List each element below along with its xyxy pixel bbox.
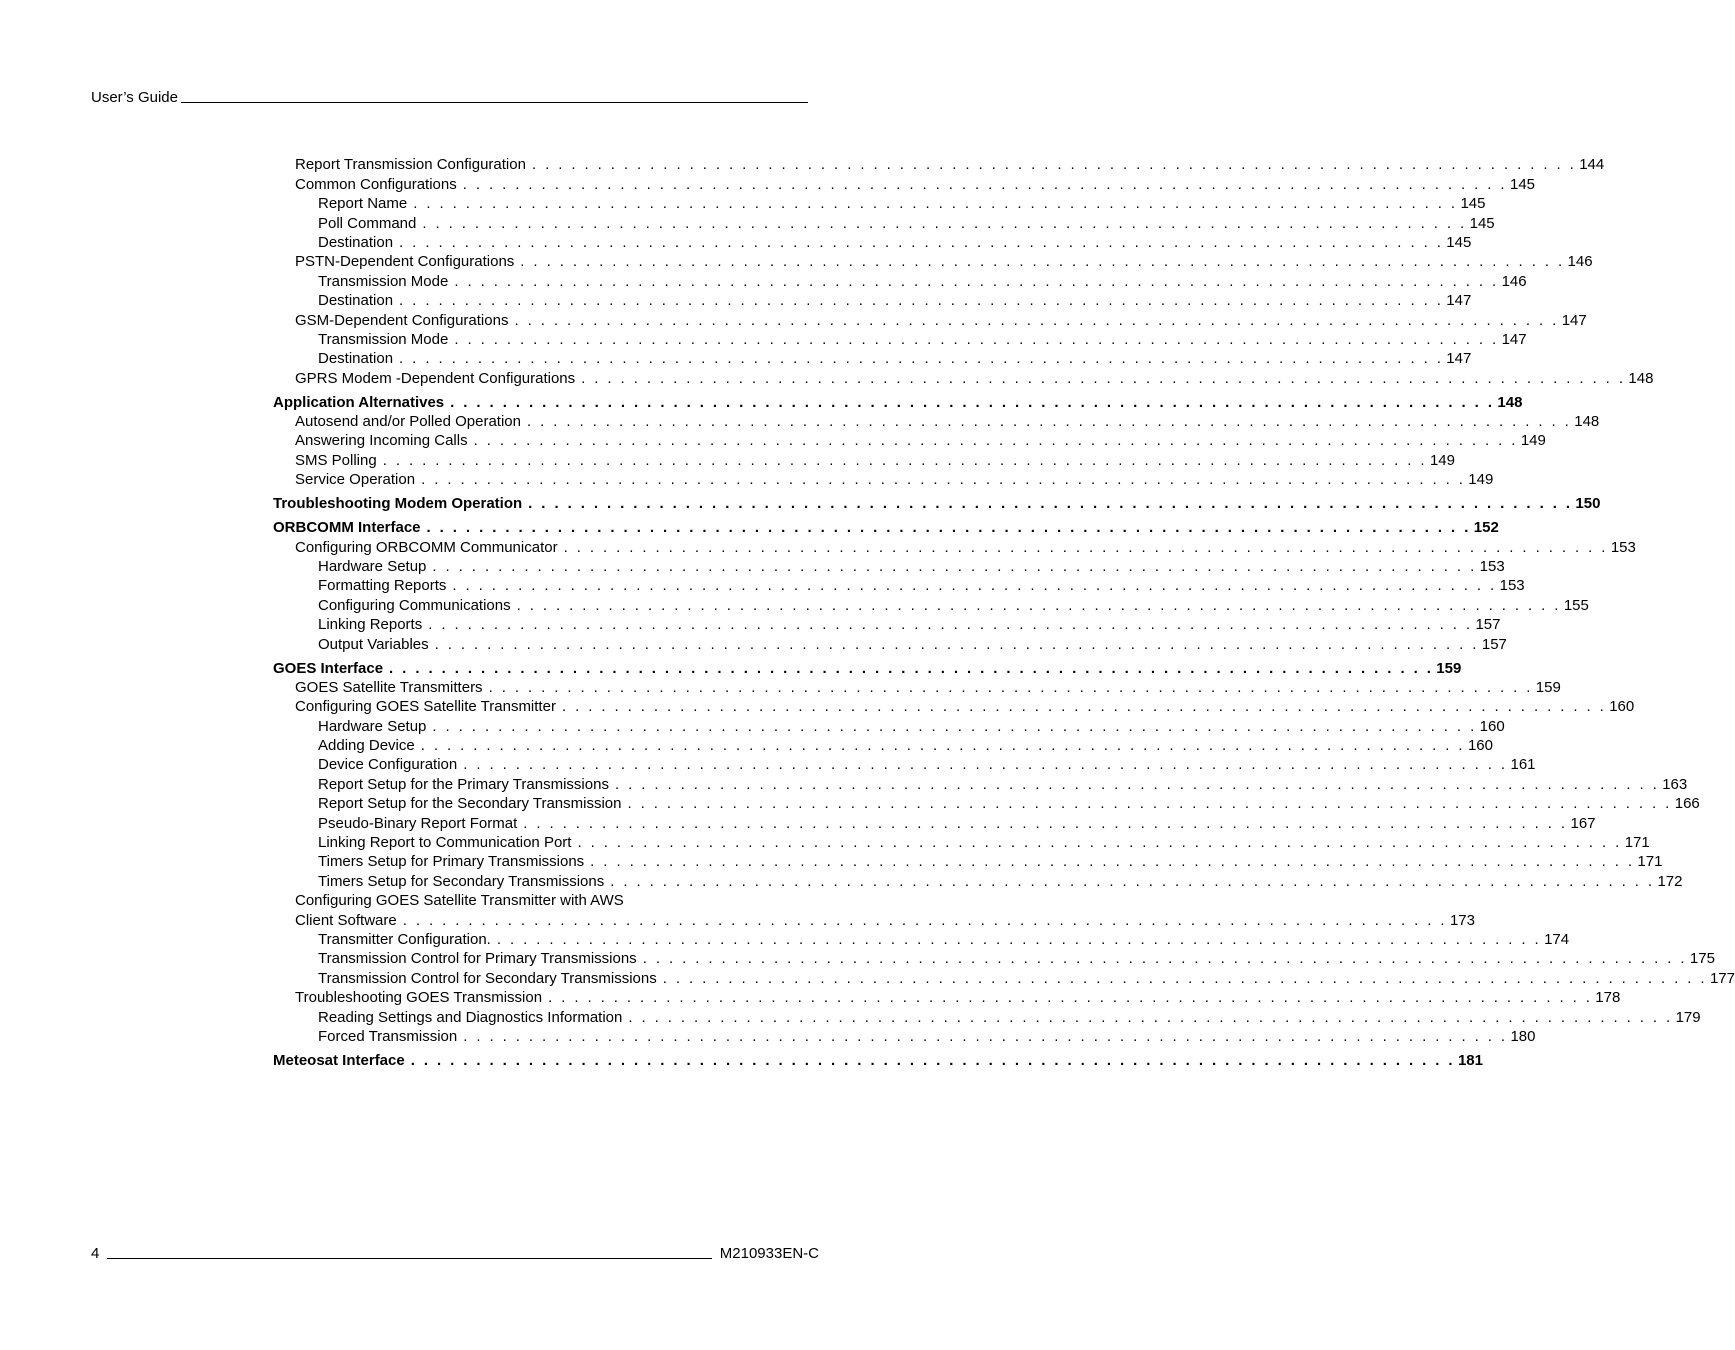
toc-entry-label: Timers Setup for Primary Transmissions — [318, 853, 585, 871]
toc-entry-label: Poll Command — [318, 214, 417, 232]
toc-entry — [273, 1006, 1701, 1026]
toc-entry-page: 161 — [1510, 756, 1536, 774]
toc-entry — [273, 556, 1505, 575]
toc-entry-page: 163 — [1662, 775, 1688, 793]
toc-entry-page: 149 — [1468, 471, 1494, 489]
toc-entry-label: Destination — [318, 233, 394, 251]
toc-leader-dots: . . . . . . . . . . . . . . . . . . . . . . . . . . . . . . . . . . . . . . . . . . . . . . . . . . . . . . . . . . . . . . . . . . . . . . . . . . . . . . . . — [421, 471, 1466, 489]
toc-entry-page: 149 — [1520, 432, 1546, 450]
toc-leader-dots: . . . . . . . . . . . . . . . . . . . . . . . . . . . . . . . . . . . . . . . . . . . . . . . . . . . . . . . . . . . . . . . . . . . . . . . . . . . . . . . . — [628, 1008, 1673, 1026]
toc-entry-page: 153 — [1479, 557, 1505, 575]
toc-entry-page: 157 — [1481, 635, 1507, 653]
toc-entry-page: 147 — [1501, 330, 1527, 348]
toc-entry — [273, 536, 1636, 556]
table-of-contents — [273, 154, 1735, 1069]
toc-entry — [273, 575, 1525, 595]
toc-entry-page: 147 — [1446, 292, 1472, 310]
toc-leader-dots: . . . . . . . . . . . . . . . . . . . . . . . . . . . . . . . . . . . . . . . . . . . . . . . . . . . . . . . . . . . . . . . . . . . . . . . . . . . . . . . . — [662, 969, 1707, 987]
footer-doc-id: M210933EN-C — [719, 1245, 819, 1262]
toc-entry-label: Application Alternatives — [273, 393, 445, 411]
toc-entry — [273, 909, 1475, 929]
toc-leader-dots: . . . . . . . . . . . . . . . . . . . . . . . . . . . . . . . . . . . . . . . . . . . . . . . . . . . . . . . . . . . . . . . . . . . . . . . . . . . . . . . . — [462, 175, 1507, 193]
toc-entry-label: Transmission Mode — [318, 330, 449, 348]
toc-entry-label: Common Configurations — [295, 175, 457, 193]
toc-leader-dots: . . . . . . . . . . . . . . . . . . . . . . . . . . . . . . . . . . . . . . . . . . . . . . . . . . . . . . . . . . . . . . . . . . . . . . . . . . . . . . . . — [563, 538, 1608, 556]
toc-entry-page: 160 — [1609, 698, 1635, 716]
toc-entry — [273, 1050, 1483, 1069]
toc-entry-label: Linking Reports — [318, 616, 423, 634]
page-header — [91, 86, 811, 106]
toc-entry-page: 171 — [1624, 834, 1650, 852]
toc-entry — [273, 430, 1546, 450]
toc-entry — [273, 967, 1735, 987]
toc-leader-dots: . . . . . . . . . . . . . . . . . . . . . . . . . . . . . . . . . . . . . . . . . . . . . . . . . . . . . . . . . . . . . . . . . . . . . . . . . . . . . . . . — [561, 698, 1607, 716]
footer-rule — [107, 1258, 711, 1259]
toc-entry-page: 177 — [1709, 969, 1735, 987]
toc-entry-page: 166 — [1674, 795, 1700, 813]
toc-entry-page: 146 — [1501, 272, 1527, 290]
toc-entry — [273, 391, 1523, 411]
toc-leader-dots: . . . . . . . . . . . . . . . . . . . . . . . . . . . . . . . . . . . . . . . . . . . . . . . . . . . . . . . . . . . . . . . . . . . . . . . . . . . . . . . . — [382, 451, 1427, 469]
toc-entry-label: Timers Setup for Secondary Transmissions — [318, 872, 605, 890]
toc-leader-dots: . . . . . . . . . . . . . . . . . . . . . . . . . . . . . . . . . . . . . . . . . . . . . . . . . . . . . . . . . . . . . . . . . . . . . . . . . . . . . . . . — [432, 557, 1477, 575]
toc-entry-label: Report Setup for the Secondary Transmission — [318, 795, 622, 813]
toc-entry — [273, 735, 1493, 755]
toc-entry-label: ORBCOMM Interface — [273, 519, 421, 537]
toc-entry-page: 179 — [1675, 1008, 1701, 1026]
toc-entry-page: 145 — [1446, 233, 1472, 251]
toc-entry-page: 174 — [1544, 931, 1570, 948]
toc-entry-page: 147 — [1561, 311, 1587, 329]
toc-entry-label: Troubleshooting Modem Operation — [273, 495, 523, 513]
toc-entry-label: Transmission Control for Secondary Transmissions — [318, 969, 657, 987]
toc-entry-page: 144 — [1579, 156, 1605, 174]
toc-leader-dots: . . . . . . . . . . . . . . . . . . . . . . . . . . . . . . . . . . . . . . . . . . . . . . . . . . . . . . . . . . . . . . . . . . . . . . . . . . . . . . . . — [402, 911, 1447, 929]
toc-entry — [273, 309, 1587, 329]
toc-entry — [273, 469, 1494, 489]
toc-entry-page: 148 — [1497, 393, 1523, 411]
toc-entry-page: 145 — [1460, 195, 1486, 213]
toc-leader-dots: . . . . . . . . . . . . . . . . . . . . . . . . . . . . . . . . . . . . . . . . . . . . . . . . . . . . . . . . . . . . . . . . . . . . . . . . . . . . . . . . — [488, 678, 1533, 696]
header-rule — [181, 102, 808, 103]
toc-leader-dots: . . . . . . . . . . . . . . . . . . . . . . . . . . . . . . . . . . . . . . . . . . . . . . . . . . . . . . . . . . . . . . . . . . . . . . . . . . . . . . . . — [514, 311, 1559, 329]
toc-entry-label: Transmitter Configuration. — [318, 931, 491, 948]
toc-entry — [273, 232, 1472, 251]
toc-leader-dots: . . . . . . . . . . . . . . . . . . . . . . . . . . . . . . . . . . . . . . . . . . . . . . . . . . . . . . . . . . . . . . . . . . . . . . . . . . . . . . . . — [627, 795, 1672, 813]
toc-entry-page: 145 — [1509, 175, 1536, 193]
toc-entry — [273, 251, 1593, 271]
toc-entry — [273, 212, 1495, 232]
toc-entry-label: Report Name — [318, 195, 408, 213]
toc-leader-dots: . . . . . . . . . . . . . . . . . . . . . . . . . . . . . . . . . . . . . . . . . . . . . . . . . . . . . . . . . . . . . . . . . . . . . . . . . . . . . . . . — [642, 950, 1687, 968]
toc-entry-page: 159 — [1436, 659, 1462, 677]
toc-entry-label: Troubleshooting GOES Transmission — [295, 989, 543, 1007]
toc-entry — [273, 773, 1688, 793]
toc-entry-page: 171 — [1637, 853, 1663, 871]
toc-entry — [273, 696, 1635, 716]
toc-entry-page: 167 — [1570, 814, 1596, 832]
toc-entry-page: 148 — [1628, 369, 1654, 387]
toc-entry — [273, 411, 1600, 431]
toc-leader-dots: . . . . . . . . . . . . . . . . . . . . . . . . . . . . . . . . . . . . . . . . . . . . . . . . . . . . . . . . . . . . . . . . . . . . . . . . . . . . . . . . — [531, 156, 1577, 174]
toc-entry — [273, 870, 1683, 890]
toc-leader-dots: . . . . . . . . . . . . . . . . . . . . . . . . . . . . . . . . . . . . . . . . . . . . . . . . . . . . . . . . . . . . . . . . . . . . . . . . . . . . . . . . — [410, 1051, 1455, 1069]
toc-entry — [273, 1026, 1536, 1045]
toc-entry-label: Hardware Setup — [318, 557, 427, 575]
toc-entry-label: Reading Settings and Diagnostics Information — [318, 1008, 623, 1026]
toc-entry — [273, 493, 1601, 513]
toc-leader-dots: . . . . . . . . . . . . . . . . . . . . . . . . . . . . . . . . . . . . . . . . . . . . . . . . . . . . . . . . . . . . . . . . . . . . . . . . . . . . . . . . — [528, 495, 1573, 513]
toc-entry — [273, 594, 1589, 614]
toc-entry-page: 160 — [1467, 737, 1493, 755]
toc-entry-page: 152 — [1473, 519, 1499, 537]
toc-leader-dots: . . . . . . . . . . . . . . . . . . . . . . . . . . . . . . . . . . . . . . . . . . . . . . . . . . . . . . . . . . . . . . . . . . . . . . . . . . . . . . . . — [520, 253, 1565, 271]
toc-entry-page: 160 — [1479, 717, 1505, 735]
toc-entry-page: 181 — [1457, 1051, 1483, 1069]
toc-entry-label: Report Setup for the Primary Transmissions — [318, 775, 609, 793]
toc-leader-dots: . . . . . . . . . . . . . . . . . . . . . . . . . . . . . . . . . . . . . . . . . . . . . . . . . . . . . . . . . . . . . . . . . . . . . . . . . . . . . . . . — [527, 413, 1572, 431]
toc-leader-dots: . . . . . . . . . . . . . . . . . . . . . . . . . . . . . . . . . . . . . . . . . . . . . . . . . . . . . . . . . . . . . . . . . . . . . . . . . . . . . . . . — [614, 775, 1660, 793]
toc-leader-dots: . . . . . . . . . . . . . . . . . . . . . . . . . . . . . . . . . . . . . . . . . . . . . . . . . . . . . . . . . . . . . . . . . . . . . . . . . . . . . . . . — [420, 737, 1465, 755]
toc-entry-page: 153 — [1610, 538, 1636, 556]
toc-leader-dots: . . . . . . . . . . . . . . . . . . . . . . . . . . . . . . . . . . . . . . . . . . . . . . . . . . . . . . . . . . . . . . . . . . . . . . . . . . . . . . . . — [399, 292, 1444, 310]
page-footer — [91, 1242, 819, 1262]
toc-entry-label: Destination — [318, 350, 394, 368]
toc-leader-dots: . . . . . . . . . . . . . . . . . . . . . . . . . . . . . . . . . . . . . . . . . . . . . . . . . . . . . . . . . . . . . . . . . . . . . . . . . . . . . . . . — [463, 1027, 1508, 1045]
toc-entry — [273, 677, 1561, 696]
toc-entry-page: 178 — [1595, 989, 1621, 1007]
toc-entry — [273, 948, 1715, 968]
toc-entry-page: 172 — [1657, 872, 1683, 890]
toc-entry-page: 153 — [1499, 577, 1525, 595]
toc-leader-dots: . . . . . . . . . . . . . . . . . . . . . . . . . . . . . . . . . . . . . . . . . . . . . . . . . . . . . . . . . . . . . . . . . . . . . . . . . . . . . . . . — [432, 717, 1477, 735]
toc-leader-dots: . . . . . . . . . . . . . . . . . . . . . . . . . . . . . . . . . . . . . . . . . . . . . . . . . . . . . . . . . . . . . . . . . . . . . . . . . . . . . . . . — [450, 393, 1495, 411]
toc-entry — [273, 329, 1527, 348]
toc-entry-label: Configuring GOES Satellite Transmitter with AWS — [295, 892, 624, 910]
toc-entry-page: 148 — [1574, 413, 1600, 431]
toc-entry-label: Pseudo-Binary Report Format — [318, 814, 518, 832]
toc-entry-label: Destination — [318, 292, 394, 310]
toc-entry — [273, 633, 1507, 653]
toc-leader-dots: . . . . . . . . . . . . . . . . . . . . . . . . . . . . . . . . . . . . . . . . . . . . . . . . . . . . . . . . . . . . . . . . . . . . . . . . . . . . . . . . — [399, 233, 1444, 251]
toc-entry — [273, 270, 1527, 290]
toc-entry-label: Report Transmission Configuration — [295, 156, 526, 174]
toc-entry-label: Output Variables — [318, 635, 429, 653]
toc-entry-page: 175 — [1689, 950, 1715, 968]
toc-entry — [273, 449, 1455, 469]
toc-entry-label: GPRS Modem -Dependent Configurations — [295, 369, 576, 387]
toc-entry — [273, 614, 1501, 634]
toc-entry-page: 149 — [1429, 451, 1455, 469]
toc-entry-label: Client Software — [295, 911, 397, 929]
footer-page-number: 4 — [91, 1245, 100, 1262]
toc-entry — [273, 657, 1462, 677]
toc-entry-label: GOES Satellite Transmitters — [295, 678, 483, 696]
toc-entry — [273, 987, 1621, 1007]
toc-entry-label: Configuring Communications — [318, 596, 511, 614]
toc-entry — [273, 851, 1663, 871]
toc-leader-dots: . . . . . . . . . . . . . . . . . . . . . . . . . . . . . . . . . . . . . . . . . . . . . . . . . . . . . . . . . . . . . . . . . . . . . . . . . . . . . . . . — [463, 756, 1508, 774]
toc-leader-dots: . . . . . . . . . . . . . . . . . . . . . . . . . . . . . . . . . . . . . . . . . . . . . . . . . . . . . . . . . . . . . . . . . . . . . . . . . . . . . . . . — [428, 616, 1473, 634]
toc-entry-label: Adding Device — [318, 737, 415, 755]
toc-entry-label: Meteosat Interface — [273, 1051, 405, 1069]
toc-entry-label: Device Configuration — [318, 756, 458, 774]
toc-entry-label: Formatting Reports — [318, 577, 447, 595]
toc-leader-dots: . . . . . . . . . . . . . . . . . . . . . . . . . . . . . . . . . . . . . . . . . . . . . . . . . . . . . . . . . . . . . . . . . . . . . . . . . . . . . . . . — [454, 330, 1499, 348]
toc-entry-page: 146 — [1567, 253, 1593, 271]
toc-entry-page: 147 — [1446, 350, 1472, 368]
toc-leader-dots: . . . . . . . . . . . . . . . . . . . . . . . . . . . . . . . . . . . . . . . . . . . . . . . . . . . . . . . . . . . . . . . . . . . . . . . . . . . . . . . . — [496, 931, 1542, 948]
toc-leader-dots: . . . . . . . . . . . . . . . . . . . . . . . . . . . . . . . . . . . . . . . . . . . . . . . . . . . . . . . . . . . . . . . . . . . . . . . . . . . . . . . . — [422, 214, 1467, 232]
toc-entry — [273, 754, 1536, 774]
toc-leader-dots: . . . . . . . . . . . . . . . . . . . . . . . . . . . . . . . . . . . . . . . . . . . . . . . . . . . . . . . . . . . . . . . . . . . . . . . . . . . . . . . . — [452, 577, 1497, 595]
toc-entry-page: 180 — [1510, 1027, 1536, 1045]
toc-entry-label: Configuring GOES Satellite Transmitter — [295, 698, 556, 716]
toc-entry-label: Transmission Mode — [318, 272, 449, 290]
toc-leader-dots: . . . . . . . . . . . . . . . . . . . . . . . . . . . . . . . . . . . . . . . . . . . . . . . . . . . . . . . . . . . . . . . . . . . . . . . . . . . . . . . . — [399, 350, 1444, 368]
toc-entry-page: 155 — [1563, 596, 1589, 614]
toc-leader-dots: . . . . . . . . . . . . . . . . . . . . . . . . . . . . . . . . . . . . . . . . . . . . . . . . . . . . . . . . . . . . . . . . . . . . . . . . . . . . . . . . — [523, 814, 1568, 832]
toc-leader-dots: . . . . . . . . . . . . . . . . . . . . . . . . . . . . . . . . . . . . . . . . . . . . . . . . . . . . . . . . . . . . . . . . . . . . . . . . . . . . . . . . — [548, 989, 1593, 1007]
toc-entry-label: PSTN-Dependent Configurations — [295, 253, 515, 271]
toc-entry — [273, 154, 1605, 174]
toc-entry-page: 173 — [1449, 911, 1475, 929]
toc-entry-label: Service Operation — [295, 471, 416, 489]
toc-leader-dots: . . . . . . . . . . . . . . . . . . . . . . . . . . . . . . . . . . . . . . . . . . . . . . . . . . . . . . . . . . . . . . . . . . . . . . . . . . . . . . . . — [610, 872, 1655, 890]
toc-entry-label: GOES Interface — [273, 659, 384, 677]
toc-entry-label: Autosend and/or Polled Operation — [295, 413, 521, 431]
toc-leader-dots: . . . . . . . . . . . . . . . . . . . . . . . . . . . . . . . . . . . . . . . . . . . . . . . . . . . . . . . . . . . . . . . . . . . . . . . . . . . . . . . . — [473, 432, 1518, 450]
toc-entry — [273, 793, 1700, 813]
toc-entry — [273, 832, 1650, 852]
toc-entry — [273, 715, 1505, 735]
toc-entry-label: Transmission Control for Primary Transmissions — [318, 950, 637, 968]
toc-entry — [273, 929, 1570, 948]
toc-entry-label: GSM-Dependent Configurations — [295, 311, 509, 329]
toc-leader-dots: . . . . . . . . . . . . . . . . . . . . . . . . . . . . . . . . . . . . . . . . . . . . . . . . . . . . . . . . . . . . . . . . . . . . . . . . . . . . . . . . — [581, 369, 1626, 387]
toc-entry — [273, 173, 1536, 193]
toc-leader-dots: . . . . . . . . . . . . . . . . . . . . . . . . . . . . . . . . . . . . . . . . . . . . . . . . . . . . . . . . . . . . . . . . . . . . . . . . . . . . . . . . — [454, 272, 1499, 290]
toc-entry-page: 145 — [1469, 214, 1495, 232]
toc-entry-label: Linking Report to Communication Port — [318, 834, 572, 852]
toc-leader-dots: . . . . . . . . . . . . . . . . . . . . . . . . . . . . . . . . . . . . . . . . . . . . . . . . . . . . . . . . . . . . . . . . . . . . . . . . . . . . . . . . — [516, 596, 1561, 614]
toc-entry — [273, 812, 1596, 832]
toc-entry-label: SMS Polling — [295, 451, 377, 469]
toc-entry-page: 157 — [1475, 616, 1501, 634]
toc-entry — [273, 517, 1499, 537]
toc-entry — [273, 348, 1472, 368]
toc-entry — [273, 367, 1654, 387]
toc-entry — [273, 193, 1486, 213]
toc-leader-dots: . . . . . . . . . . . . . . . . . . . . . . . . . . . . . . . . . . . . . . . . . . . . . . . . . . . . . . . . . . . . . . . . . . . . . . . . . . . . . . . . — [389, 659, 1434, 677]
toc-leader-dots: . . . . . . . . . . . . . . . . . . . . . . . . . . . . . . . . . . . . . . . . . . . . . . . . . . . . . . . . . . . . . . . . . . . . . . . . . . . . . . . . — [590, 853, 1635, 871]
toc-leader-dots: . . . . . . . . . . . . . . . . . . . . . . . . . . . . . . . . . . . . . . . . . . . . . . . . . . . . . . . . . . . . . . . . . . . . . . . . . . . . . . . . — [413, 195, 1458, 213]
toc-entry-label: Hardware Setup — [318, 717, 427, 735]
toc-entry-page: 150 — [1575, 495, 1601, 513]
toc-entry — [273, 890, 727, 909]
toc-entry-label: Configuring ORBCOMM Communicator — [295, 538, 558, 556]
toc-entry — [273, 290, 1472, 310]
toc-leader-dots: . . . . . . . . . . . . . . . . . . . . . . . . . . . . . . . . . . . . . . . . . . . . . . . . . . . . . . . . . . . . . . . . . . . . . . . . . . . . . . . . — [426, 519, 1471, 537]
toc-entry-label: Forced Transmission — [318, 1027, 458, 1045]
header-title: User’s Guide — [91, 89, 178, 106]
toc-entry-label: Answering Incoming Calls — [295, 432, 468, 450]
toc-leader-dots: . . . . . . . . . . . . . . . . . . . . . . . . . . . . . . . . . . . . . . . . . . . . . . . . . . . . . . . . . . . . . . . . . . . . . . . . . . . . . . . . — [434, 635, 1479, 653]
toc-entry-page: 159 — [1535, 678, 1561, 696]
toc-leader-dots: . . . . . . . . . . . . . . . . . . . . . . . . . . . . . . . . . . . . . . . . . . . . . . . . . . . . . . . . . . . . . . . . . . . . . . . . . . . . . . . . — [577, 834, 1622, 852]
